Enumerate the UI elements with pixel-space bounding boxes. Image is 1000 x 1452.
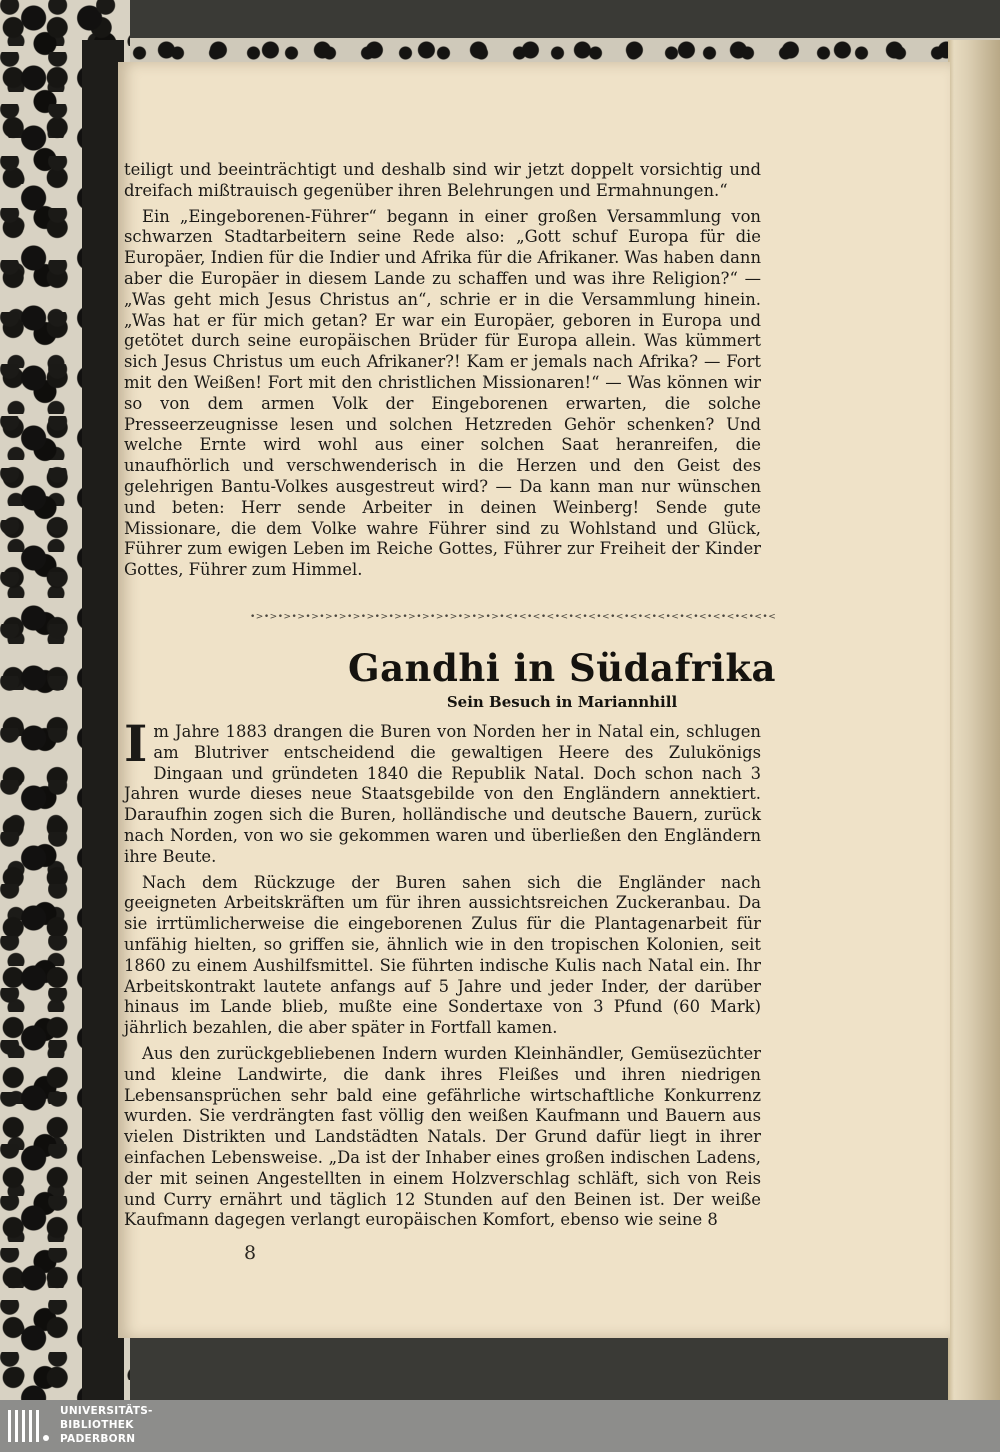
library-name-line3: PADERBORN (60, 1433, 136, 1445)
paragraph-first (124, 714, 761, 868)
library-footer-bar (0, 1400, 1000, 1452)
library-name-line2: BIBLIOTHEK (60, 1419, 134, 1431)
paragraph-inder: Aus den zurückgebliebenen Indern wurden Kleinhändler, Gemüsezüchter und kleine Landwirte, die dank ihres Fleißes und ihren niedrigen Lebensansprüchen sehr bald eine gefährliche wirtschaftliche Konkurrenz wurden. Sie verdrängten fast völlig den weißen Kaufmann und Bauern aus vielen Distrikten und Landstädten Natals. Der Grund dafür liegt in ihrer einfachen Lebensweise. „Da ist der Inhaber eines großen indischen Ladens, der mit seinen Angestellten in einem Holzverschlag schläft, sich von Reis und Curry ernährt und täglich 12 Stunden auf den Beinen ist. Der weiße Kaufmann dagegen verlangt europäischen Komfort, ebenso wie seine 8 (124, 1043, 761, 1230)
paragraph-continuation: teiligt und beeinträchtigt und deshalb sind wir jetzt doppelt vorsichtig und dreifach mißtrauisch gegenüber ihren Belehrungen und Ermahnungen.“ (124, 160, 761, 200)
article-title: Gandhi in Südafrika (347, 646, 777, 690)
page-number: 8 (244, 1242, 257, 1264)
paragraph-eingeborenen-fuehrer: Ein „Eingeborenen-Führer“ begann in einer großen Versammlung von schwarzen Stadtarbeitern seine Rede also: „Gott schuf Europa für die Europäer, Indien für die Indier und Afrika für die Afrikaner. Was haben dann aber die Europäer in diesem Lande zu schaffen und was ihre Religion?“ — „Was geht mich Jesus Christus an“, schrie er in die Versammlung hinein. „Was hat er für mich getan? Er war ein Europäer, geboren in Europa und getötet durch seine europäischen Brüder für Europa allein. Was kümmert sich Jesus Christus um euch Afrikaner?! Kam er jemals nach Afrika? — Fort mit den Weißen! Fort mit den christlichen Missionaren!“ — Was können wir so von dem armen Volk der Eingeborenen erwarten, die solche Presseerzeugnisse lesen und solchen Hetzreden Gehör schenken? Und welche Ernte wird wohl aus einer solchen Saat heranreifen, die unaufhörlich und verschwenderisch in die Herzen und den Geist des gelehrigen Bantu-Volkes ausgestreut wird? — Da kann man nur wünschen und beten: Herr sende Arbeiter in deinen Weinberg! Sende gute Missionare, die dem Volke wahre Führer sind zu Wohlstand und Glück, Führer zum ewigen Leben im Reiche Gottes, Führer zur Freiheit der Kinder Gottes, Führer zum Himmel. (124, 206, 762, 580)
top-text-block (124, 160, 761, 581)
page-edge-right (948, 40, 1000, 1400)
ornament-divider: •>•>•>•>•>•>•>•>•>•>•>•>•>•>•>•>•>•>•<•<•<•<•<•<•<•<•<•<•<•<•<•<•<•<•<•<•<•< (250, 612, 777, 622)
drop-cap: I (124, 714, 148, 773)
paragraph-rueckzug: Nach dem Rückzuge der Buren sahen sich die Engländer nach geeigneten Arbeitskräften um für ihren aussichtsreichen Zuckeranbau. Da sie irrtümlicherweise die eingeborenen Zulus für die Plantagenarbeit für unfähig hielten, so griffen sie, ähnlich wie in den tropischen Kolonien, seit 1860 zu einem Aushilfsmittel. Sie führten indische Kulis nach Natal ein. Ihr Arbeitskontrakt lautete anfangs auf 5 Jahre und jeder Inder, der darüber hinaus im Lande blieb, mußte eine Sondertaxe von 3 Pfund (60 Mark) jährlich bezahlen, die aber später in Fortfall kamen. (124, 872, 761, 1038)
library-name-line1: UNIVERSITÄTS- (60, 1405, 153, 1417)
article-text-block (124, 714, 761, 1231)
article-subtitle: Sein Besuch in Mariannhill (446, 693, 678, 711)
library-logo-icon (6, 1406, 52, 1446)
library-name (60, 1404, 153, 1446)
paragraph-first-text: m Jahre 1883 drangen die Buren von Norden her in Natal ein, schlugen am Blutriver entscheidend die gewaltigen Heere des Zulukönigs Dingaan und gründeten 1840 die Republik Natal. Doch schon nach 3 Jahren wurde dieses neue Staatsgebilde von den Engländern annektiert. Daraufhin zogen sich die Buren, holländische und deutsche Bauern, zurück nach Norden, von wo sie gekommen waren und überließen den Engländern ihre Beute. (124, 722, 761, 866)
